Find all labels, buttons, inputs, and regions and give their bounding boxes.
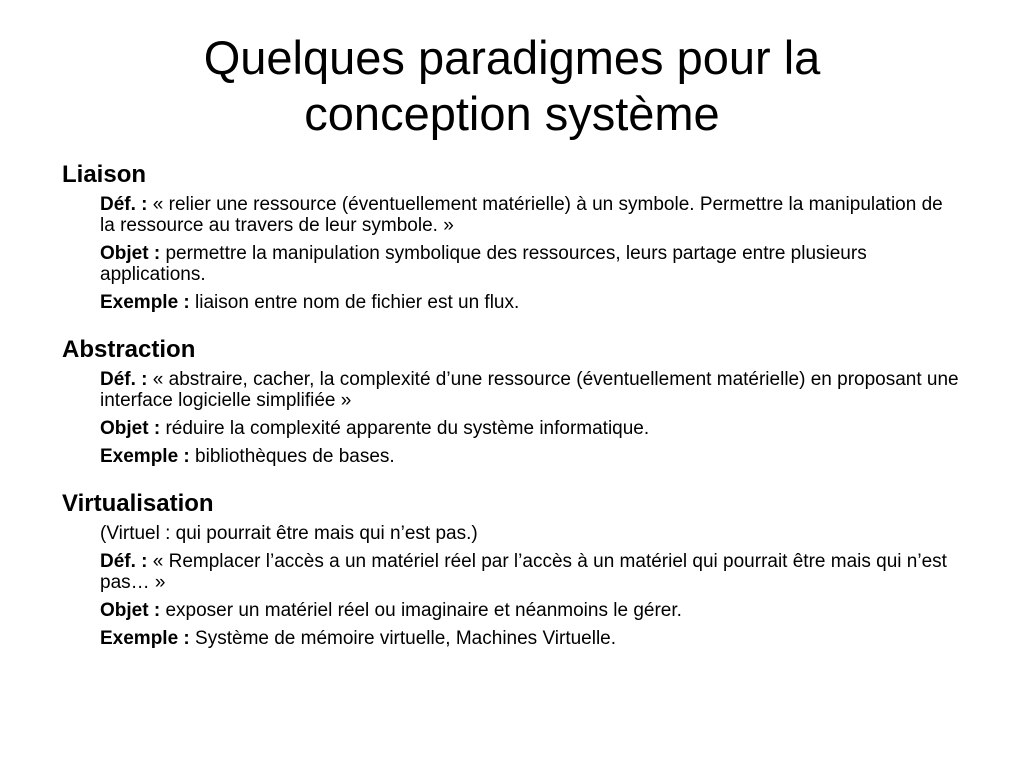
- item-key: Exemple :: [100, 446, 190, 467]
- objective-item: [100, 418, 962, 439]
- objective-item: [100, 243, 962, 285]
- section-heading: Virtualisation: [62, 490, 214, 517]
- item-text: réduire la complexité apparente du système informatique.: [160, 418, 650, 439]
- definition-item: [100, 194, 962, 236]
- item-text: « relier une ressource (éventuellement matérielle) à un symbole. Permettre la manipulation de la ressource au travers de leur symbole. »: [100, 194, 943, 236]
- section-liaison: [62, 160, 962, 313]
- item-key: Objet :: [100, 600, 161, 621]
- section-heading: Abstraction: [62, 336, 196, 363]
- section-abstraction: [62, 335, 962, 467]
- slide-content: [62, 160, 962, 671]
- section-virtualisation: [62, 489, 962, 649]
- item-text: bibliothèques de bases.: [189, 446, 395, 467]
- item-text: Système de mémoire virtuelle, Machines Virtuelle.: [189, 628, 617, 649]
- objective-item: [100, 600, 962, 621]
- definition-item: [100, 551, 962, 593]
- definition-item: [100, 369, 962, 411]
- item-text: « Remplacer l’accès a un matériel réel par l’accès à un matériel qui pourrait être mais qui n’est pas… »: [100, 551, 947, 593]
- item-text: liaison entre nom de fichier est un flux.: [189, 292, 520, 313]
- item-key: Exemple :: [100, 292, 190, 313]
- item-text: exposer un matériel réel ou imaginaire et néanmoins le gérer.: [160, 600, 682, 621]
- slide-title-line-2: conception système: [304, 87, 720, 140]
- example-item: [100, 446, 962, 467]
- section-heading: Liaison: [62, 161, 147, 188]
- note-item: [100, 523, 962, 544]
- slide-title-line-1: Quelques paradigmes pour la: [203, 31, 821, 84]
- item-key: Objet :: [100, 418, 161, 439]
- item-key: Déf. :: [100, 194, 148, 215]
- item-key: Exemple :: [100, 628, 190, 649]
- item-text: permettre la manipulation symbolique des ressources, leurs partage entre plusieurs applications.: [100, 243, 867, 285]
- item-key: Objet :: [100, 243, 161, 264]
- example-item: [100, 292, 962, 313]
- example-item: [100, 628, 962, 649]
- item-text: « abstraire, cacher, la complexité d’une ressource (éventuellement matérielle) en proposant une interface logicielle simplifiée »: [100, 369, 959, 411]
- item-key: Déf. :: [100, 369, 148, 390]
- item-key: Déf. :: [100, 551, 148, 572]
- slide-title: [0, 30, 1024, 142]
- item-text: (Virtuel : qui pourrait être mais qui n’est pas.): [100, 523, 478, 544]
